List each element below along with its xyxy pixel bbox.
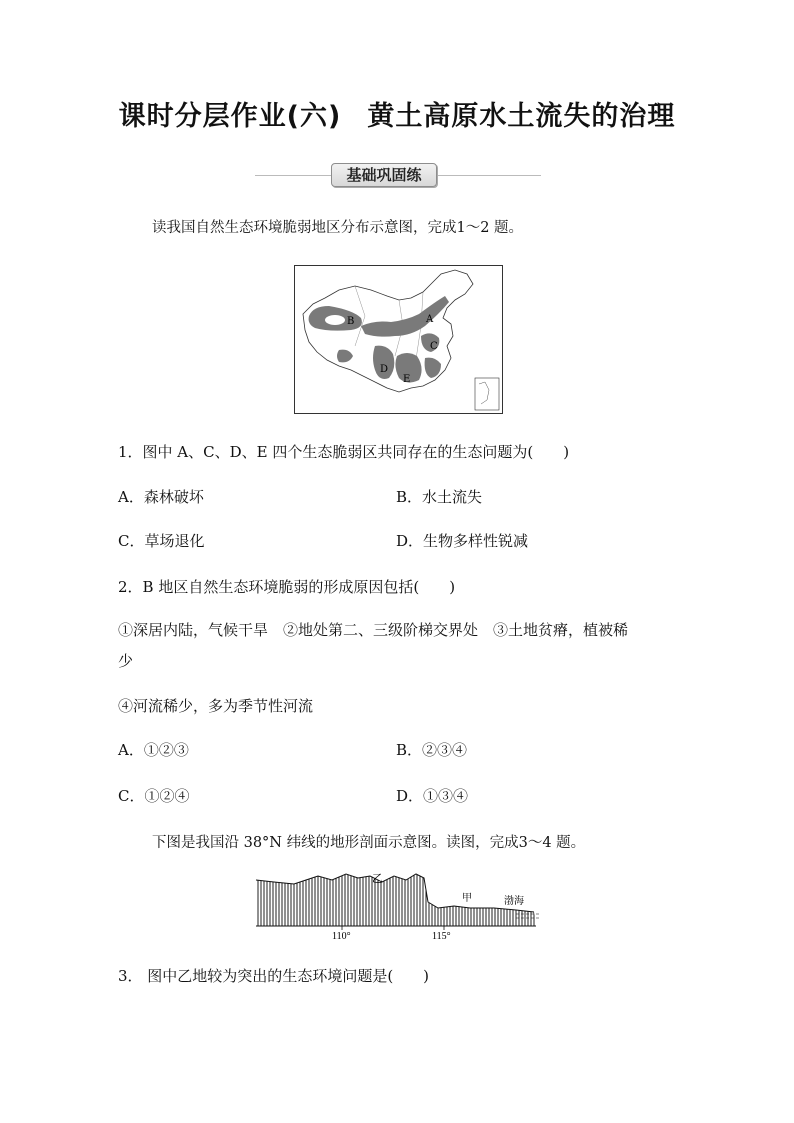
intro-text-1: 读我国自然生态环境脆弱地区分布示意图，完成1～2 题。 <box>152 220 524 236</box>
map-label-c: C <box>430 341 438 352</box>
intro-text-2: 下图是我国沿 38°N 纬线的地形剖面示意图。读图，完成3～4 题。 <box>152 835 586 851</box>
map-svg <box>295 266 502 413</box>
title-main: 课时分层作业(六) <box>118 101 342 132</box>
section-badge: 基础巩固练 <box>331 163 437 187</box>
q3-stem: 3． 图中乙地较为突出的生态环境问题是( ) <box>118 967 430 985</box>
terrain-fill <box>254 868 544 928</box>
q2-option-a[interactable]: A．①②③ <box>118 741 189 759</box>
south-sea-inset <box>475 378 499 410</box>
terrain-profile-38n <box>254 868 544 948</box>
q1-option-b[interactable]: B．水土流失 <box>396 488 483 506</box>
label-jia: 甲 <box>462 893 472 904</box>
q1-option-a[interactable]: A．森林破坏 <box>118 488 204 506</box>
section-rule-right <box>437 175 541 176</box>
q2-option-d[interactable]: D．①③④ <box>396 787 469 805</box>
map-label-d: D <box>380 364 389 375</box>
q1-option-c[interactable]: C．草场退化 <box>118 532 205 550</box>
q2-option-b[interactable]: B．②③④ <box>396 741 468 759</box>
q2-statement-line3: ④河流稀少，多为季节性河流 <box>118 697 314 715</box>
q2-stem: 2．B 地区自然生态环境脆弱的形成原因包括( ) <box>118 578 456 596</box>
label-yi: 乙 <box>372 872 383 885</box>
map-label-b: B <box>347 316 355 327</box>
profile-svg <box>254 868 544 944</box>
label-bohai: 渤海 <box>504 896 524 907</box>
map-label-e: E <box>403 374 411 385</box>
q2-option-c[interactable]: C．①②④ <box>118 787 190 805</box>
tick-label-115: 115° <box>432 931 451 942</box>
china-fragile-zones-map <box>294 265 503 414</box>
q2-statement-line2: 少 <box>118 652 134 670</box>
map-label-a: A <box>426 314 434 325</box>
q1-option-d[interactable]: D．生物多样性锐减 <box>396 532 529 550</box>
q1-stem: 1．图中 A、C、D、E 四个生态脆弱区共同存在的生态问题为( ) <box>118 443 570 461</box>
section-rule-left <box>255 175 331 176</box>
zone-b-hole <box>325 315 345 325</box>
tick-label-110: 110° <box>332 931 351 942</box>
page-title <box>0 94 794 133</box>
title-sub: 黄土高原水土流失的治理 <box>367 101 676 132</box>
q2-statement-line1: ①深居内陆，气候干旱 ②地处第二、三级阶梯交界处 ③土地贫瘠，植被稀 <box>118 621 629 639</box>
